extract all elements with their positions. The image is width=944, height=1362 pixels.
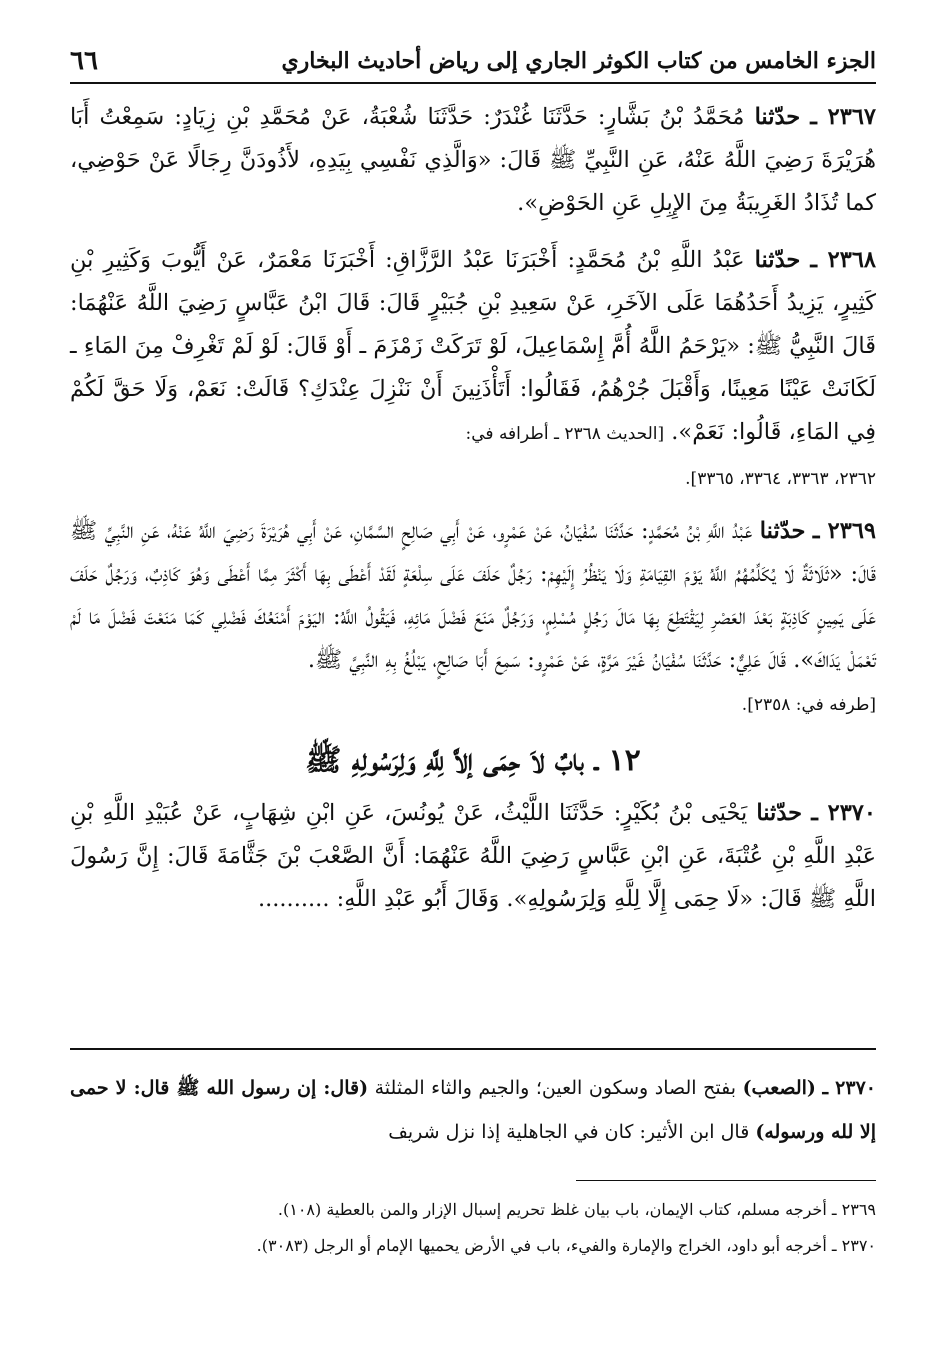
- commentary-text: بفتح الصاد وسكون العين؛ والجيم والثاء المثلثة: [374, 1077, 737, 1099]
- hadith-reference-continued: ٢٣٦٢، ٣٣٦٣، ٣٣٦٤، ٣٣٦٥].: [685, 469, 876, 489]
- footnotes: [70, 1192, 876, 1264]
- hadith-number: ٢٣٦٨ ـ: [810, 247, 877, 273]
- commentary-term: (الصعب): [742, 1077, 816, 1099]
- commentary-term: (قال: إن رسول الله ﷺ قال: لا حمى إلا لله ورسوله): [70, 1077, 876, 1143]
- page-header: [70, 30, 876, 84]
- hadith-2370: [70, 792, 876, 921]
- hadith-number: ٢٣٧٠ ـ: [811, 800, 876, 826]
- footnote: ٢٣٧٠ ـ أخرجه أبو داود، الخراج والإمارة والفيء، باب في الأرض يحميها الإمام أو الرجل (٣٠٨٣).: [256, 1236, 876, 1255]
- hadith-number: ٢٣٦٩ ـ: [812, 518, 876, 544]
- footnote-divider: [576, 1180, 876, 1181]
- running-title: الجزء الخامس من كتاب الكوثر الجاري إلى رياض أحاديث البخاري: [281, 48, 876, 74]
- hadith-opening: حدّثنا: [754, 247, 801, 273]
- main-text: [70, 96, 876, 935]
- hadith-2367: [70, 96, 876, 225]
- footnote: ٢٣٦٩ ـ أخرجه مسلم، كتاب الإيمان، باب بيان غلظ تحريم إسبال الإزار والمن بالعطية (١٠٨).: [277, 1200, 876, 1219]
- hadith-reference: [الحديث ٢٣٦٨ ـ أطرافه في:: [465, 424, 665, 444]
- hadith-text: مُحَمَّدُ بْنُ بَشَّارٍ: حَدَّثَنَا غُنْدَرٌ: حَدَّثَنَا شُعْبَةُ، عَنْ مُحَمَّدِ بْنِ زِيَادٍ: سَمِعْتُ أَبَا هُرَيْرَةَ رَضِيَ اللَّهُ عَنْهُ، عَنِ النَّبِيِّ ﷺ قَالَ: «وَالَّذِي نَفْسِي بِيَدِهِ، لأَذُودَنَّ رِجَالًا عَنْ حَوْضِي، كما تُذَادُ الغَرِيبَةُ مِنَ الإِبِلِ عَنِ الحَوْضِ».: [70, 104, 876, 216]
- text-divider: [70, 1048, 876, 1050]
- hadith-text: يَحْيَى بْنُ بُكَيْرٍ: حَدَّثَنَا اللَّيْثُ، عَنْ يُونُسَ، عَنِ ابْنِ شِهَابٍ، عَنْ عُبَيْدِ اللَّهِ بْنِ عَبْدِ اللَّهِ بْنِ عُتْبَةَ، عَنِ ابْنِ عَبَّاسٍ رَضِيَ اللَّهُ عَنْهُمَا: أَنَّ الصَّعْبَ بْنَ جَثَّامَةَ قَالَ: إِنَّ رَسُولَ اللَّهِ ﷺ قَالَ: «لَا حِمَى إِلَّا لِلَّهِ وَلِرَسُولِهِ». وَقَالَ أَبُو عَبْدِ اللَّهِ: ..........: [70, 800, 876, 912]
- hadith-opening: حدّثنا: [759, 518, 806, 544]
- hadith-2368: [70, 239, 876, 456]
- commentary-text: قال ابن الأثير: كان في الجاهلية إذا نزل شريف: [388, 1121, 750, 1143]
- hadith-opening: حدّثنا: [756, 800, 803, 826]
- page-number: ٦٦: [70, 46, 98, 76]
- hadith-reference: [طرفه في: ٢٣٥٨].: [741, 695, 876, 715]
- commentary: [70, 1066, 876, 1154]
- hadith-text: عَبْدُ اللَّهِ بْنُ مُحَمَّدٍ: حَدَّثَنَا سُفْيَانُ، عَنْ عَمْرٍو، عَنْ أَبِي صَالِحٍ السَّمَّانِ، عَنْ أَبِي هُرَيْرَةَ رَضِيَ اللَّهُ عَنْهُ، عَنِ النَّبِيِّ ﷺ قَالَ: «ثَلَاثَةٌ لَا يُكَلِّمُهُمُ اللَّهُ يَوْمَ القِيَامَةِ وَلَا يَنْظُرُ إِلَيْهِمْ: رَجُلٌ حَلَفَ عَلَى سِلْعَةٍ لَقَدْ أَعْطَى بِهَا أَكْثَرَ مِمَّا أَعْطَى وَهُوَ كَاذِبٌ، وَرَجُلٌ حَلَفَ عَلَى يَمِينٍ كَاذِبَةٍ بَعْدَ العَصْرِ لِيَقْتَطِعَ بِهَا مَالَ رَجُلٍ مُسْلِمٍ، وَرَجُلٌ مَنَعَ فَضْلَ مَائِهِ، فَيَقُولُ اللَّهُ: اليَوْمَ أَمْنَعُكَ فَضْلِي كَمَا مَنَعْتَ فَضْلَ مَا لَمْ تَعْمَلْ يَدَاكَ». قَالَ عَلِيٌّ: حَدَّثَنَا سُفْيَانُ غَيْرَ مَرَّةٍ، عَنْ عَمْرٍو: سَمِعَ أَبَا صَالِحٍ، يَبْلُغُ بِهِ النَّبِيَّ ﷺ.: [70, 518, 876, 673]
- hadith-number: ٢٣٦٧ ـ: [810, 104, 877, 130]
- commentary-number: ٢٣٧٠ ـ: [822, 1077, 876, 1099]
- chapter-heading: ١٢ ـ بابٌ لاَ حِمَى إلاَّ لِلَّهِ وَلِرَسُولِهِ ﷺ: [305, 743, 641, 778]
- hadith-opening: حدّثنا: [754, 104, 801, 130]
- hadith-text: عَبْدُ اللَّهِ بْنُ مُحَمَّدٍ: أَخْبَرَنَا عَبْدُ الرَّزَّاقِ: أَخْبَرَنَا مَعْمَرٌ، عَنْ أَيُّوبَ وَكَثِيرِ بْنِ كَثِيرٍ، يَزِيدُ أَحَدُهُمَا عَلَى الآخَرِ، عَنْ سَعِيدِ بْنِ جُبَيْرٍ قَالَ: قَالَ ابْنُ عَبَّاسٍ رَضِيَ اللَّهُ عَنْهُمَا: قَالَ النَّبِيُّ ﷺ: «يَرْحَمُ اللَّهُ أُمَّ إِسْمَاعِيلَ، لَوْ تَرَكَتْ زَمْزَمَ ـ أَوْ قَالَ: لَوْ لَمْ تَغْرِفْ مِنَ المَاءِ ـ لَكَانَتْ عَيْنًا مَعِينًا، وَأَقْبَلَ جُرْهُمُ، فَقَالُوا: أَتَأْذَنِينَ أَنْ نَنْزِلَ عِنْدَكِ؟ قَالَتْ: نَعَمْ، وَلَا حَقَّ لَكُمْ فِي المَاءِ، قَالُوا: نَعَمْ».: [70, 247, 876, 445]
- hadith-2369: [70, 510, 876, 682]
